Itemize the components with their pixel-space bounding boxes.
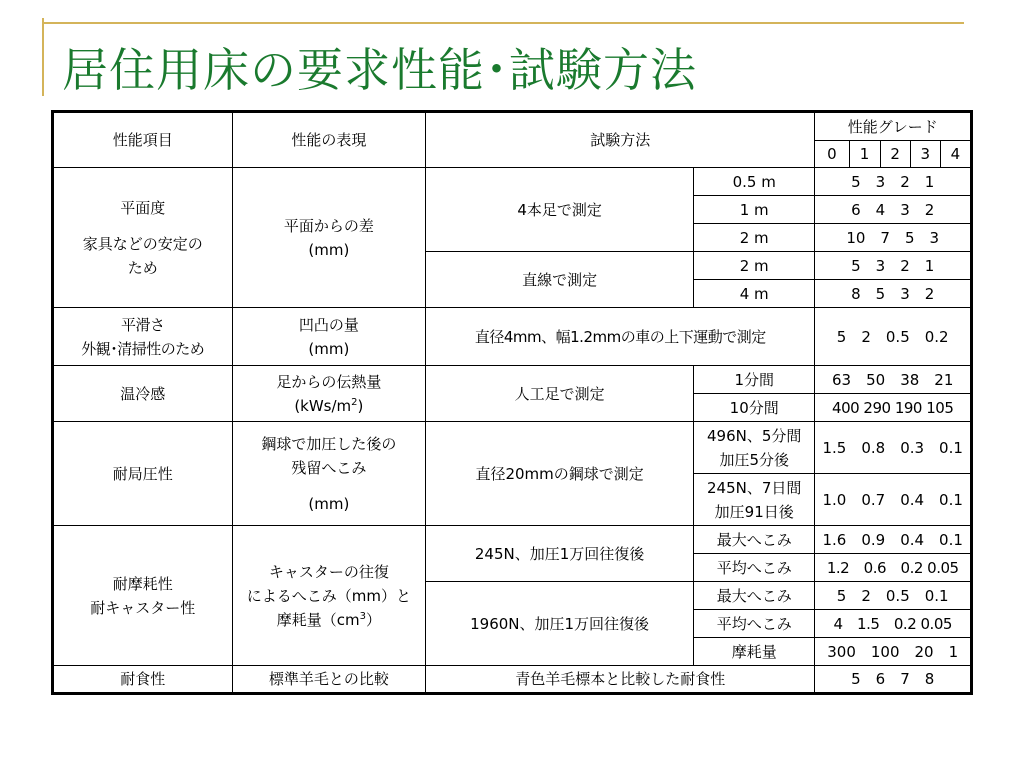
- header-method: 試験方法: [426, 112, 815, 168]
- pressure-expression: 鋼球で加圧した後の 残留へこみ (mm): [232, 422, 426, 526]
- table-row: [53, 366, 972, 394]
- corrosion-item: 耐食性: [53, 666, 233, 694]
- condition-cell: 0.5 m: [694, 168, 815, 196]
- warmth-expression: 足からの伝熱量 $(kWs/m^2)$: [232, 366, 426, 422]
- grade-values: 5 3 2 1: [815, 252, 972, 280]
- abrasion-item: 耐摩耗性 耐キャスター性: [53, 526, 233, 666]
- flatness-expression: 平面からの差 (mm): [232, 168, 426, 308]
- grade-values: 1.5 0.8 0.3 0.1: [815, 422, 972, 474]
- abrasion-method-a: 245N、加圧1万回往復後: [426, 526, 694, 582]
- condition-cell: 平均へこみ: [694, 554, 815, 582]
- smoothness-method: 直径4mm、幅1.2mmの車の上下運動で測定: [426, 308, 815, 366]
- grade-values: 4 1.5 0.2 0.05: [815, 610, 972, 638]
- corrosion-expression: 標準羊毛との比較: [232, 666, 426, 694]
- flatness-item: 平面度 家具などの安定の ため: [53, 168, 233, 308]
- table-row: [53, 526, 972, 554]
- grade-values: 8 5 3 2: [815, 280, 972, 308]
- condition-cell: 10分間: [694, 394, 815, 422]
- grade-0: 0: [815, 141, 849, 168]
- flatness-method-a: 4本足で測定: [426, 168, 694, 252]
- grade-values: 5 2 0.5 0.1: [815, 582, 972, 610]
- grade-values: 6 4 3 2: [815, 196, 972, 224]
- grade-2: 2: [880, 141, 910, 168]
- table-row: [53, 666, 972, 694]
- grade-4: 4: [940, 141, 971, 168]
- flatness-method-b: 直線で測定: [426, 252, 694, 308]
- grade-values: 1.2 0.6 0.2 0.05: [815, 554, 972, 582]
- abrasion-expression: キャスターの往復 によるへこみ（mm）と 摩耗量$(cm^3)$: [232, 526, 426, 666]
- condition-cell: 1分間: [694, 366, 815, 394]
- header-grade: 性能グレード: [815, 112, 972, 141]
- condition-cell: 2 m: [694, 224, 815, 252]
- condition-cell: 4 m: [694, 280, 815, 308]
- condition-cell: 1 m: [694, 196, 815, 224]
- pressure-item: 耐局圧性: [53, 422, 233, 526]
- abrasion-method-b: 1960N、加圧1万回往復後: [426, 582, 694, 666]
- condition-cell: 最大へこみ: [694, 582, 815, 610]
- condition-cell: 平均へこみ: [694, 610, 815, 638]
- header-expression: 性能の表現: [232, 112, 426, 168]
- condition-cell: 最大へこみ: [694, 526, 815, 554]
- smoothness-item: 平滑さ 外観･清掃性のため: [53, 308, 233, 366]
- grade-values: 10 7 5 3: [815, 224, 972, 252]
- grade-1: 1: [849, 141, 880, 168]
- grade-values: 5 2 0.5 0.2: [815, 308, 972, 366]
- header-item: 性能項目: [53, 112, 233, 168]
- title-accent-horizontal: [42, 22, 964, 24]
- grade-values: 63 50 38 21: [815, 366, 972, 394]
- table-row: [53, 308, 972, 366]
- pressure-method: 直径20mmの鋼球で測定: [426, 422, 694, 526]
- grade-values: 400 290 190 105: [815, 394, 972, 422]
- header-row: [53, 112, 972, 141]
- smoothness-expression: 凹凸の量 (mm): [232, 308, 426, 366]
- warmth-method: 人工足で測定: [426, 366, 694, 422]
- grade-values: 1.6 0.9 0.4 0.1: [815, 526, 972, 554]
- table-row: [53, 422, 972, 474]
- condition-cell: 496N、5分間 加圧5分後: [694, 422, 815, 474]
- condition-cell: 2 m: [694, 252, 815, 280]
- grade-values: 5 3 2 1: [815, 168, 972, 196]
- title-accent-vertical: [42, 18, 44, 96]
- requirements-table: [51, 110, 973, 695]
- warmth-item: 温冷感: [53, 366, 233, 422]
- corrosion-method: 青色羊毛標本と比較した耐食性: [426, 666, 815, 694]
- table-row: [53, 168, 972, 196]
- grade-3: 3: [910, 141, 940, 168]
- grade-values: 5 6 7 8: [815, 666, 972, 694]
- page-title: 居住用床の要求性能･試験方法: [62, 43, 697, 97]
- condition-cell: 摩耗量: [694, 638, 815, 666]
- condition-cell: 245N、7日間 加圧91日後: [694, 474, 815, 526]
- grade-values: 1.0 0.7 0.4 0.1: [815, 474, 972, 526]
- grade-values: 300 100 20 1: [815, 638, 972, 666]
